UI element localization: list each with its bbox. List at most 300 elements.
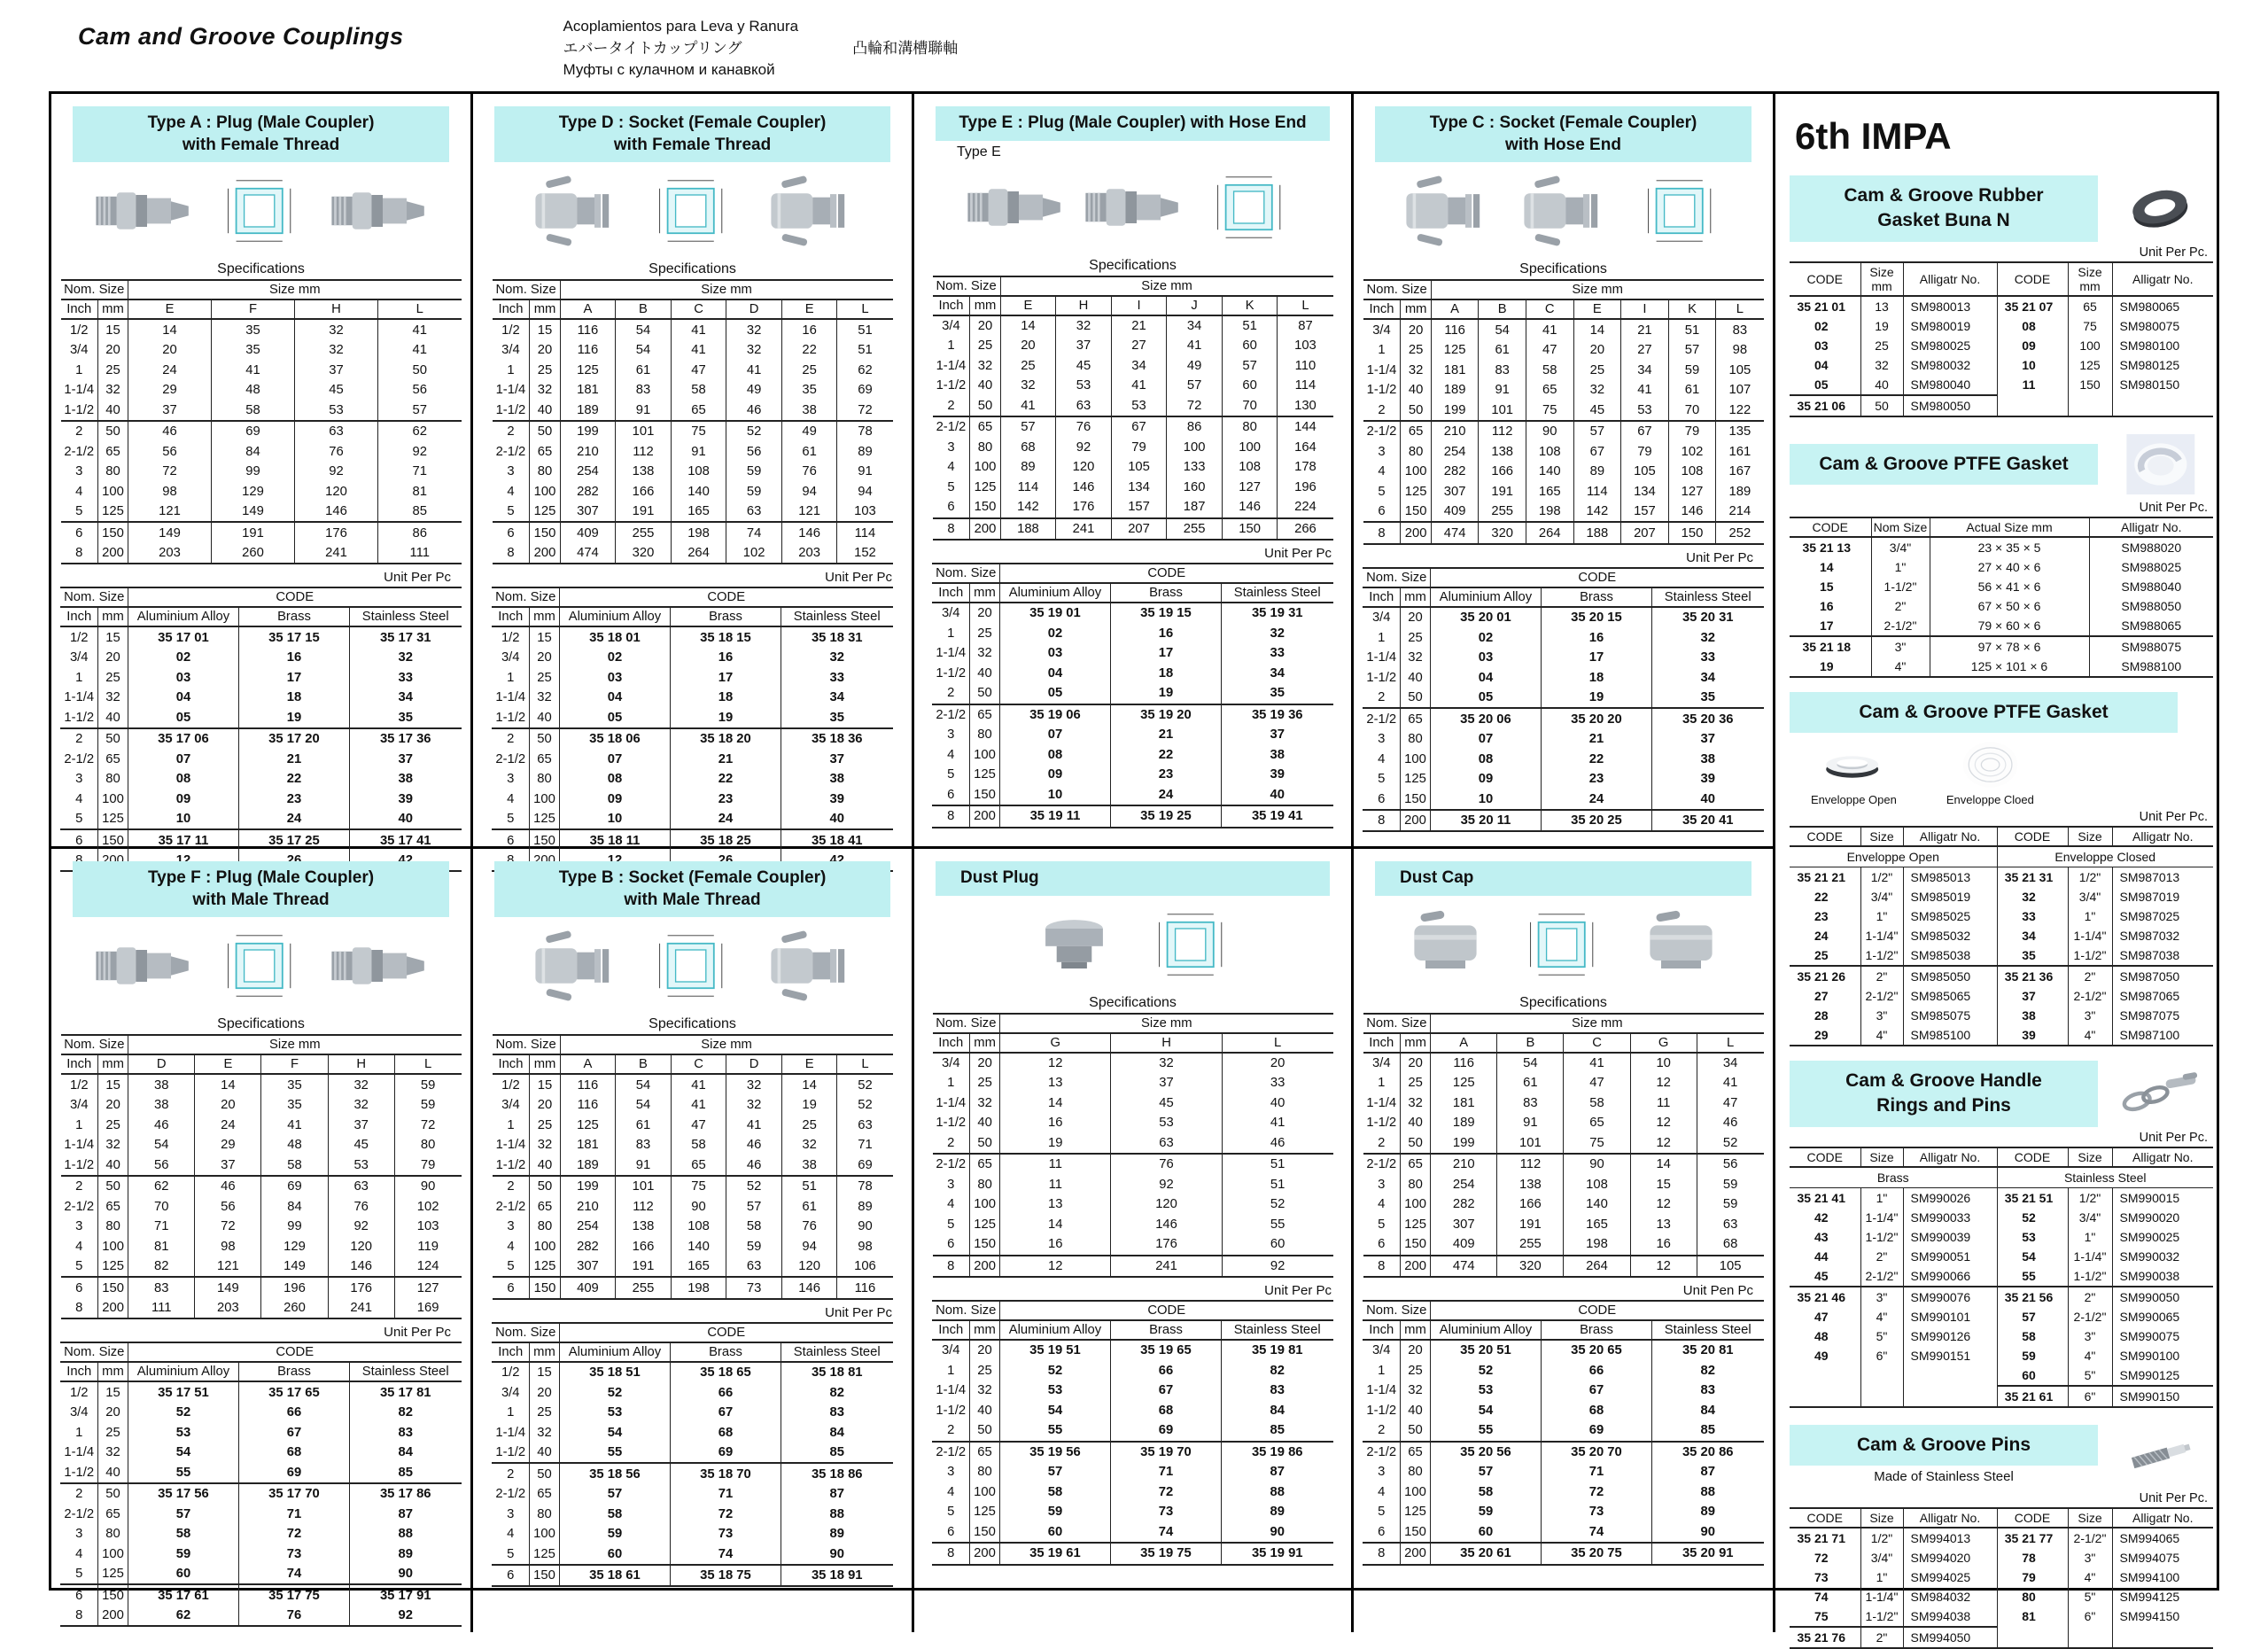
code-cell: 53 — [1997, 1227, 2068, 1247]
unit-label: Unit Per Pc. — [2139, 245, 2208, 260]
code-cell: 35 17 56 — [128, 1483, 238, 1505]
column-header: Alligatr No. — [1903, 262, 1997, 296]
column-header: E — [781, 299, 837, 319]
code-cell: 23 — [1790, 906, 1860, 926]
size-cell: 6 — [932, 785, 969, 806]
spec-cell: 32 — [726, 1074, 782, 1095]
spec-cell: 99 — [261, 1217, 328, 1237]
spec-cell: 71 — [128, 1217, 195, 1237]
alligatr-cell: SM980075 — [2112, 316, 2213, 336]
spec-row — [1363, 400, 1764, 421]
code-cell: 09 — [999, 765, 1110, 785]
size-cell: 4 — [492, 1524, 529, 1544]
code-row — [932, 1401, 1332, 1421]
code-row — [932, 1543, 1332, 1565]
size-cell: 80 — [529, 769, 559, 789]
size-cell: 25 — [529, 667, 559, 688]
code-cell: 25 — [1790, 945, 1860, 966]
code-row — [1363, 769, 1763, 789]
alligatr-cell: SM987050 — [2112, 966, 2213, 986]
size-cell: 5 — [1363, 1502, 1400, 1522]
spec-cell: 80 — [98, 462, 128, 482]
code-cell: 21 — [1110, 725, 1221, 745]
spec-cell: 8 — [1363, 522, 1401, 544]
spec-cell: 92 — [328, 1217, 394, 1237]
spec-cell: 176 — [1111, 1234, 1222, 1256]
spec-cell: 266 — [1278, 518, 1333, 541]
code-row — [492, 667, 892, 688]
size-cell: 1-1/2 — [492, 707, 529, 728]
code-cell: 22 — [670, 769, 781, 789]
code-cell: 83 — [781, 1403, 892, 1423]
code-cell: 02 — [1430, 627, 1541, 648]
spec-row — [1363, 1175, 1764, 1195]
size-cell: 1-1/2 — [1363, 1401, 1400, 1421]
section-header: Cam & Groove PTFE Gasket — [1790, 692, 2178, 733]
code-cell: 07 — [128, 749, 238, 769]
code-row — [932, 805, 1332, 828]
code-cell: 82 — [1221, 1361, 1332, 1381]
column-header: L — [837, 1054, 893, 1074]
spec-cell: 80 — [530, 1217, 560, 1237]
code-cell: 35 21 31 — [1997, 867, 2068, 888]
size-cell: 1 — [60, 667, 97, 688]
column-header: A — [1431, 1033, 1497, 1053]
spec-cell: 40 — [1401, 380, 1431, 401]
spec-cell: 200 — [98, 1298, 128, 1319]
spec-cell: 3/4 — [933, 315, 970, 337]
spec-cell: 409 — [560, 522, 616, 543]
table-row — [1790, 986, 2213, 1006]
spec-cell: 6 — [933, 1234, 970, 1256]
spec-cell: 307 — [560, 502, 616, 523]
spec-cell: 116 — [1431, 1053, 1497, 1074]
spec-cell: 40 — [98, 400, 128, 421]
panel-type-f — [51, 849, 473, 1632]
size-cell: 1-1/4 — [492, 1422, 529, 1443]
code-cell: 35 18 41 — [781, 829, 892, 851]
spec-cell: 40 — [1222, 1093, 1332, 1114]
spec-cell: 58 — [1526, 360, 1573, 380]
spec-cell: 110 — [1278, 356, 1333, 377]
size-cell: 200 — [969, 1543, 999, 1565]
spec-cell: 1-1/2 — [1363, 380, 1401, 401]
product-images — [1361, 898, 1766, 992]
spec-cell: 38 — [128, 1074, 195, 1095]
code-row — [492, 1544, 892, 1565]
panel-type-a — [51, 94, 473, 849]
photo-plug-image — [91, 171, 195, 251]
size-cell: 150 — [969, 1522, 999, 1544]
alligatr-cell: SM994038 — [1903, 1606, 1997, 1627]
spec-cell: 62 — [837, 360, 893, 380]
spec-cell: 45 — [1056, 356, 1112, 377]
size-cell: 20 — [529, 1382, 559, 1403]
alligatr-cell: SM990032 — [2112, 1247, 2213, 1266]
header-row — [1790, 517, 2213, 537]
column-header: D — [128, 1054, 195, 1074]
spec-cell: 40 — [530, 400, 560, 421]
size-cell: 6 — [60, 829, 97, 851]
spec-cell: 264 — [1526, 522, 1573, 544]
size-cell: 5 — [492, 809, 529, 830]
specifications-label: Specifications — [1089, 257, 1177, 273]
spec-row — [933, 1093, 1333, 1114]
spec-cell: 100 — [98, 481, 128, 502]
alligatr-cell: SM990038 — [2112, 1266, 2213, 1287]
spec-cell: 152 — [837, 543, 893, 564]
specifications-label: Specifications — [649, 1016, 736, 1032]
size-cell: 3 — [932, 725, 969, 745]
spec-cell: 140 — [1526, 462, 1573, 482]
spec-cell: 16 — [781, 319, 837, 340]
specifications-label: Specifications — [649, 261, 736, 277]
spec-cell: 3/4 — [61, 340, 98, 361]
spec-cell: 94 — [837, 481, 893, 502]
spec-cell: 241 — [1111, 1256, 1222, 1278]
code-row — [1363, 810, 1763, 832]
size-cell: 2" — [1860, 966, 1903, 986]
alligatr-cell: SM980150 — [2112, 375, 2213, 395]
spec-cell: 108 — [1564, 1175, 1630, 1195]
spec-cell: 102 — [394, 1196, 461, 1217]
code-cell: 09 — [559, 789, 670, 809]
column-header: Nom. Size — [61, 280, 128, 299]
unit-label: Unit Per Pc — [1264, 1283, 1332, 1299]
value-cell: 67 × 50 × 6 — [1930, 596, 2089, 616]
spec-table — [61, 1034, 462, 1319]
size-cell: 3" — [2068, 1548, 2112, 1567]
size-cell: 200 — [969, 805, 999, 828]
table-row — [1790, 1627, 2213, 1648]
size-cell: 125 — [1400, 1502, 1430, 1522]
spec-cell: 63 — [726, 1256, 782, 1278]
column-header: mm — [529, 607, 559, 626]
column-header: E — [195, 1054, 261, 1074]
ptfe-gasket-envelope-table — [1790, 826, 2213, 1046]
code-cell: 03 — [999, 643, 1110, 664]
header-row — [933, 1033, 1333, 1053]
photo-plug-image — [327, 171, 431, 251]
column-header: CODE — [1997, 1508, 2068, 1528]
size-cell: 3" — [1860, 1287, 1903, 1307]
spec-cell: 12 — [1630, 1113, 1697, 1133]
spec-cell: 191 — [1497, 1215, 1564, 1235]
spec-cell: 105 — [1716, 360, 1764, 380]
code-cell: 71 — [1541, 1462, 1651, 1482]
code-cell: 58 — [128, 1524, 238, 1544]
spec-cell: 1/2 — [61, 319, 98, 340]
code-row — [492, 728, 892, 750]
spec-cell: 67 — [1621, 421, 1669, 442]
alligatr-cell: SM987100 — [2112, 1025, 2213, 1046]
section-subtitle: Made of Stainless Steel — [1874, 1469, 2014, 1485]
spec-cell: 61 — [1479, 340, 1526, 361]
size-cell: 6" — [1860, 1346, 1903, 1365]
column-header: Nom. Size — [492, 587, 559, 607]
spec-cell: 99 — [212, 462, 295, 482]
spec-cell: 62 — [378, 421, 462, 442]
spec-cell: 146 — [295, 502, 378, 523]
unit-label: Unit Per Pc. — [2139, 1490, 2208, 1505]
header-row — [932, 583, 1332, 603]
header-row — [60, 1342, 461, 1362]
code-row — [492, 749, 892, 769]
diagram-image — [1140, 905, 1244, 984]
column-header: Nom. Size — [1363, 1301, 1430, 1320]
code-cell: 35 19 06 — [999, 704, 1110, 726]
spec-cell: 2 — [933, 1133, 970, 1155]
value-cell: 56 × 41 × 6 — [1930, 577, 2089, 596]
spec-table — [933, 1013, 1333, 1279]
column-header: H — [328, 1054, 394, 1074]
code-cell: 59 — [559, 1524, 670, 1544]
code-cell: 71 — [1110, 1462, 1221, 1482]
size-cell: 125 — [2068, 355, 2112, 375]
size-cell: 150 — [97, 1584, 128, 1606]
spec-row — [1363, 319, 1764, 340]
code-cell: 08 — [128, 769, 238, 789]
figure-caption: Enveloppe Open — [1811, 793, 1897, 807]
spec-cell: 150 — [98, 1277, 128, 1298]
size-cell: 80 — [969, 1462, 999, 1482]
size-cell: 1 — [492, 667, 529, 688]
code-cell: 03 — [128, 667, 238, 688]
spec-cell: 53 — [1621, 400, 1669, 421]
code-cell: 39 — [1997, 1025, 2068, 1046]
spec-cell: 92 — [295, 462, 378, 482]
column-header: K — [1668, 299, 1716, 319]
spec-cell: 121 — [781, 502, 837, 523]
code-row — [492, 829, 892, 851]
code-cell: 38 — [1997, 1006, 2068, 1025]
value-cell: 2-1/2" — [1871, 616, 1930, 636]
column-header: Stainless Steel — [1221, 1320, 1332, 1340]
alligatr-cell: SM987013 — [2112, 867, 2213, 888]
spec-cell: 129 — [261, 1236, 328, 1256]
column-header: H — [295, 299, 378, 319]
code-cell: 16 — [1110, 624, 1221, 644]
size-cell: 1-1/4 — [60, 688, 97, 708]
spec-cell: 12 — [1000, 1256, 1111, 1278]
value-cell: SM988075 — [2089, 636, 2213, 657]
code-row — [1363, 1442, 1763, 1463]
code-cell: 52 — [559, 1382, 670, 1403]
photo-socket-image — [758, 926, 862, 1006]
code-row — [60, 688, 461, 708]
column-header: CODE — [1790, 1508, 1860, 1528]
spec-cell: 142 — [1000, 497, 1056, 518]
spec-cell: 255 — [616, 522, 672, 543]
code-cell: 35 18 56 — [559, 1463, 670, 1484]
spec-cell: 1 — [493, 1115, 530, 1135]
code-cell: 58 — [559, 1504, 670, 1524]
code-cell: 58 — [999, 1482, 1110, 1503]
spec-cell: 57 — [1573, 421, 1621, 442]
spec-cell: 45 — [1573, 400, 1621, 421]
code-row — [932, 725, 1332, 745]
spec-cell: 134 — [1621, 481, 1669, 502]
spec-cell: 89 — [837, 1196, 893, 1217]
spec-cell: 199 — [560, 1176, 616, 1197]
code-cell: 59 — [128, 1544, 238, 1564]
spec-cell: 87 — [1278, 315, 1333, 337]
size-cell: 40 — [969, 664, 999, 684]
code-table — [60, 587, 461, 872]
spec-cell: 120 — [1056, 457, 1112, 478]
alligatr-cell: SM985100 — [1903, 1025, 1997, 1046]
spec-cell: 199 — [560, 421, 616, 442]
unit-label: Unit Per Pc. — [2139, 500, 2208, 515]
figure-caption: Enveloppe Cloed — [1946, 793, 2034, 807]
size-cell: 40 — [529, 707, 559, 728]
size-cell: 40 — [97, 707, 128, 728]
spec-row — [61, 1298, 462, 1319]
spec-cell: 5 — [1363, 481, 1401, 502]
spec-cell: 282 — [1431, 462, 1479, 482]
spec-cell: 40 — [98, 1155, 128, 1176]
spec-cell: 81 — [378, 481, 462, 502]
photo-dustcap-image — [1629, 905, 1733, 984]
code-cell: 84 — [781, 1422, 892, 1443]
column-header: Aluminium Alloy — [559, 1342, 670, 1362]
size-cell — [1860, 1365, 1903, 1386]
spec-cell: 41 — [212, 360, 295, 380]
alligatr-cell: SM987065 — [2112, 986, 2213, 1006]
spec-cell: 32 — [530, 1135, 560, 1155]
spec-cell: 32 — [726, 319, 782, 340]
column-header: G — [1000, 1033, 1111, 1053]
size-cell: 1-1/4 — [1363, 1381, 1400, 1401]
code-cell — [1997, 1627, 2068, 1648]
panel-title — [1375, 861, 1751, 896]
column-header: Alligatr No. — [1903, 827, 1997, 846]
spec-cell: 101 — [616, 421, 672, 442]
spec-cell: 146 — [781, 522, 837, 543]
spec-cell: 409 — [1431, 1234, 1497, 1256]
spec-cell: 98 — [1716, 340, 1764, 361]
spec-cell: 69 — [261, 1176, 328, 1197]
code-cell: 66 — [1110, 1361, 1221, 1381]
spec-cell: 21 — [1111, 315, 1167, 337]
column-header: B — [616, 1054, 672, 1074]
code-cell: 55 — [1997, 1266, 2068, 1287]
code-cell: 38 — [781, 769, 892, 789]
photo-plug-image — [1081, 167, 1184, 247]
size-cell: 25 — [1400, 1361, 1430, 1381]
spec-cell: 32 — [1000, 376, 1056, 396]
spec-cell: 2 — [61, 421, 98, 442]
rubber-ring-image — [2107, 175, 2213, 241]
code-cell: 39 — [1221, 765, 1332, 785]
column-header: F — [261, 1054, 328, 1074]
spec-cell: 86 — [1167, 416, 1223, 438]
table-row — [1790, 1386, 2213, 1407]
spec-cell: 224 — [1278, 497, 1333, 518]
column-header: Brass — [1541, 587, 1651, 607]
spec-cell: 47 — [1526, 340, 1573, 361]
code-cell: 02 — [1790, 316, 1860, 336]
spec-cell: 32 — [1401, 360, 1431, 380]
code-cell: 73 — [1790, 1567, 1860, 1587]
code-row — [492, 789, 892, 809]
column-header: Size — [2068, 827, 2112, 846]
code-cell: 35 19 56 — [999, 1442, 1110, 1463]
size-cell — [2068, 1627, 2112, 1648]
spec-cell: 14 — [1000, 1215, 1111, 1235]
spec-cell: 70 — [1222, 396, 1278, 417]
spec-row — [493, 1217, 893, 1237]
size-cell: 2-1/2 — [60, 1504, 97, 1524]
code-row — [1363, 1340, 1763, 1361]
spec-cell: 5 — [61, 1256, 98, 1278]
spec-cell: 200 — [530, 543, 560, 564]
size-cell: 125 — [969, 1502, 999, 1522]
table-row — [1790, 1346, 2213, 1365]
spec-cell: 260 — [212, 543, 295, 564]
code-row — [60, 626, 461, 648]
spec-cell: 254 — [1431, 1175, 1497, 1195]
alligatr-cell: SM994025 — [1903, 1567, 1997, 1587]
spec-cell: 6 — [493, 1277, 530, 1299]
spec-row — [1363, 1073, 1764, 1093]
size-cell: 80 — [97, 1524, 128, 1544]
code-cell: 18 — [670, 688, 781, 708]
alligatr-cell: SM994065 — [2112, 1528, 2213, 1548]
spec-cell: 49 — [1167, 356, 1223, 377]
code-row — [60, 1564, 461, 1585]
spec-cell: 46 — [128, 1115, 195, 1135]
header-row — [932, 1320, 1332, 1340]
panel-title-line: Type C : Socket (Female Coupler) — [1429, 113, 1697, 132]
table-row — [1790, 336, 2213, 355]
spec-cell: 125 — [560, 360, 616, 380]
table-row — [1790, 316, 2213, 336]
code-cell: 21 — [238, 749, 349, 769]
column-header: L — [837, 299, 893, 319]
spec-cell: 25 — [1401, 1073, 1431, 1093]
spec-cell: 19 — [1000, 1133, 1111, 1155]
column-header: E — [128, 299, 212, 319]
spec-row — [493, 1196, 893, 1217]
spec-cell: 108 — [1222, 457, 1278, 478]
spec-cell: 100 — [98, 1236, 128, 1256]
spec-cell: 49 — [781, 421, 837, 442]
code-cell: 17 — [670, 667, 781, 688]
spec-cell: 140 — [1564, 1194, 1630, 1215]
spec-cell: 4 — [1363, 1194, 1401, 1215]
column-header: L — [378, 299, 462, 319]
spec-cell: 65 — [1401, 421, 1431, 442]
header-row — [492, 587, 892, 607]
spec-cell: 41 — [1621, 380, 1669, 401]
spec-row — [61, 1256, 462, 1278]
spec-cell: 92 — [1056, 438, 1112, 458]
spec-row — [493, 462, 893, 482]
column-header: E — [781, 1054, 837, 1074]
code-cell: 04 — [1790, 355, 1860, 375]
spec-cell: 255 — [1479, 502, 1526, 523]
code-row — [60, 1403, 461, 1423]
size-cell: 4" — [1860, 1025, 1903, 1046]
spec-cell: 3 — [493, 1217, 530, 1237]
spec-cell: 58 — [212, 400, 295, 421]
spec-cell: 307 — [1431, 1215, 1497, 1235]
spec-cell: 125 — [98, 502, 128, 523]
spec-cell: 91 — [616, 400, 672, 421]
spec-cell: 12 — [1630, 1133, 1697, 1155]
alligatr-cell: SM985038 — [1903, 945, 1997, 966]
